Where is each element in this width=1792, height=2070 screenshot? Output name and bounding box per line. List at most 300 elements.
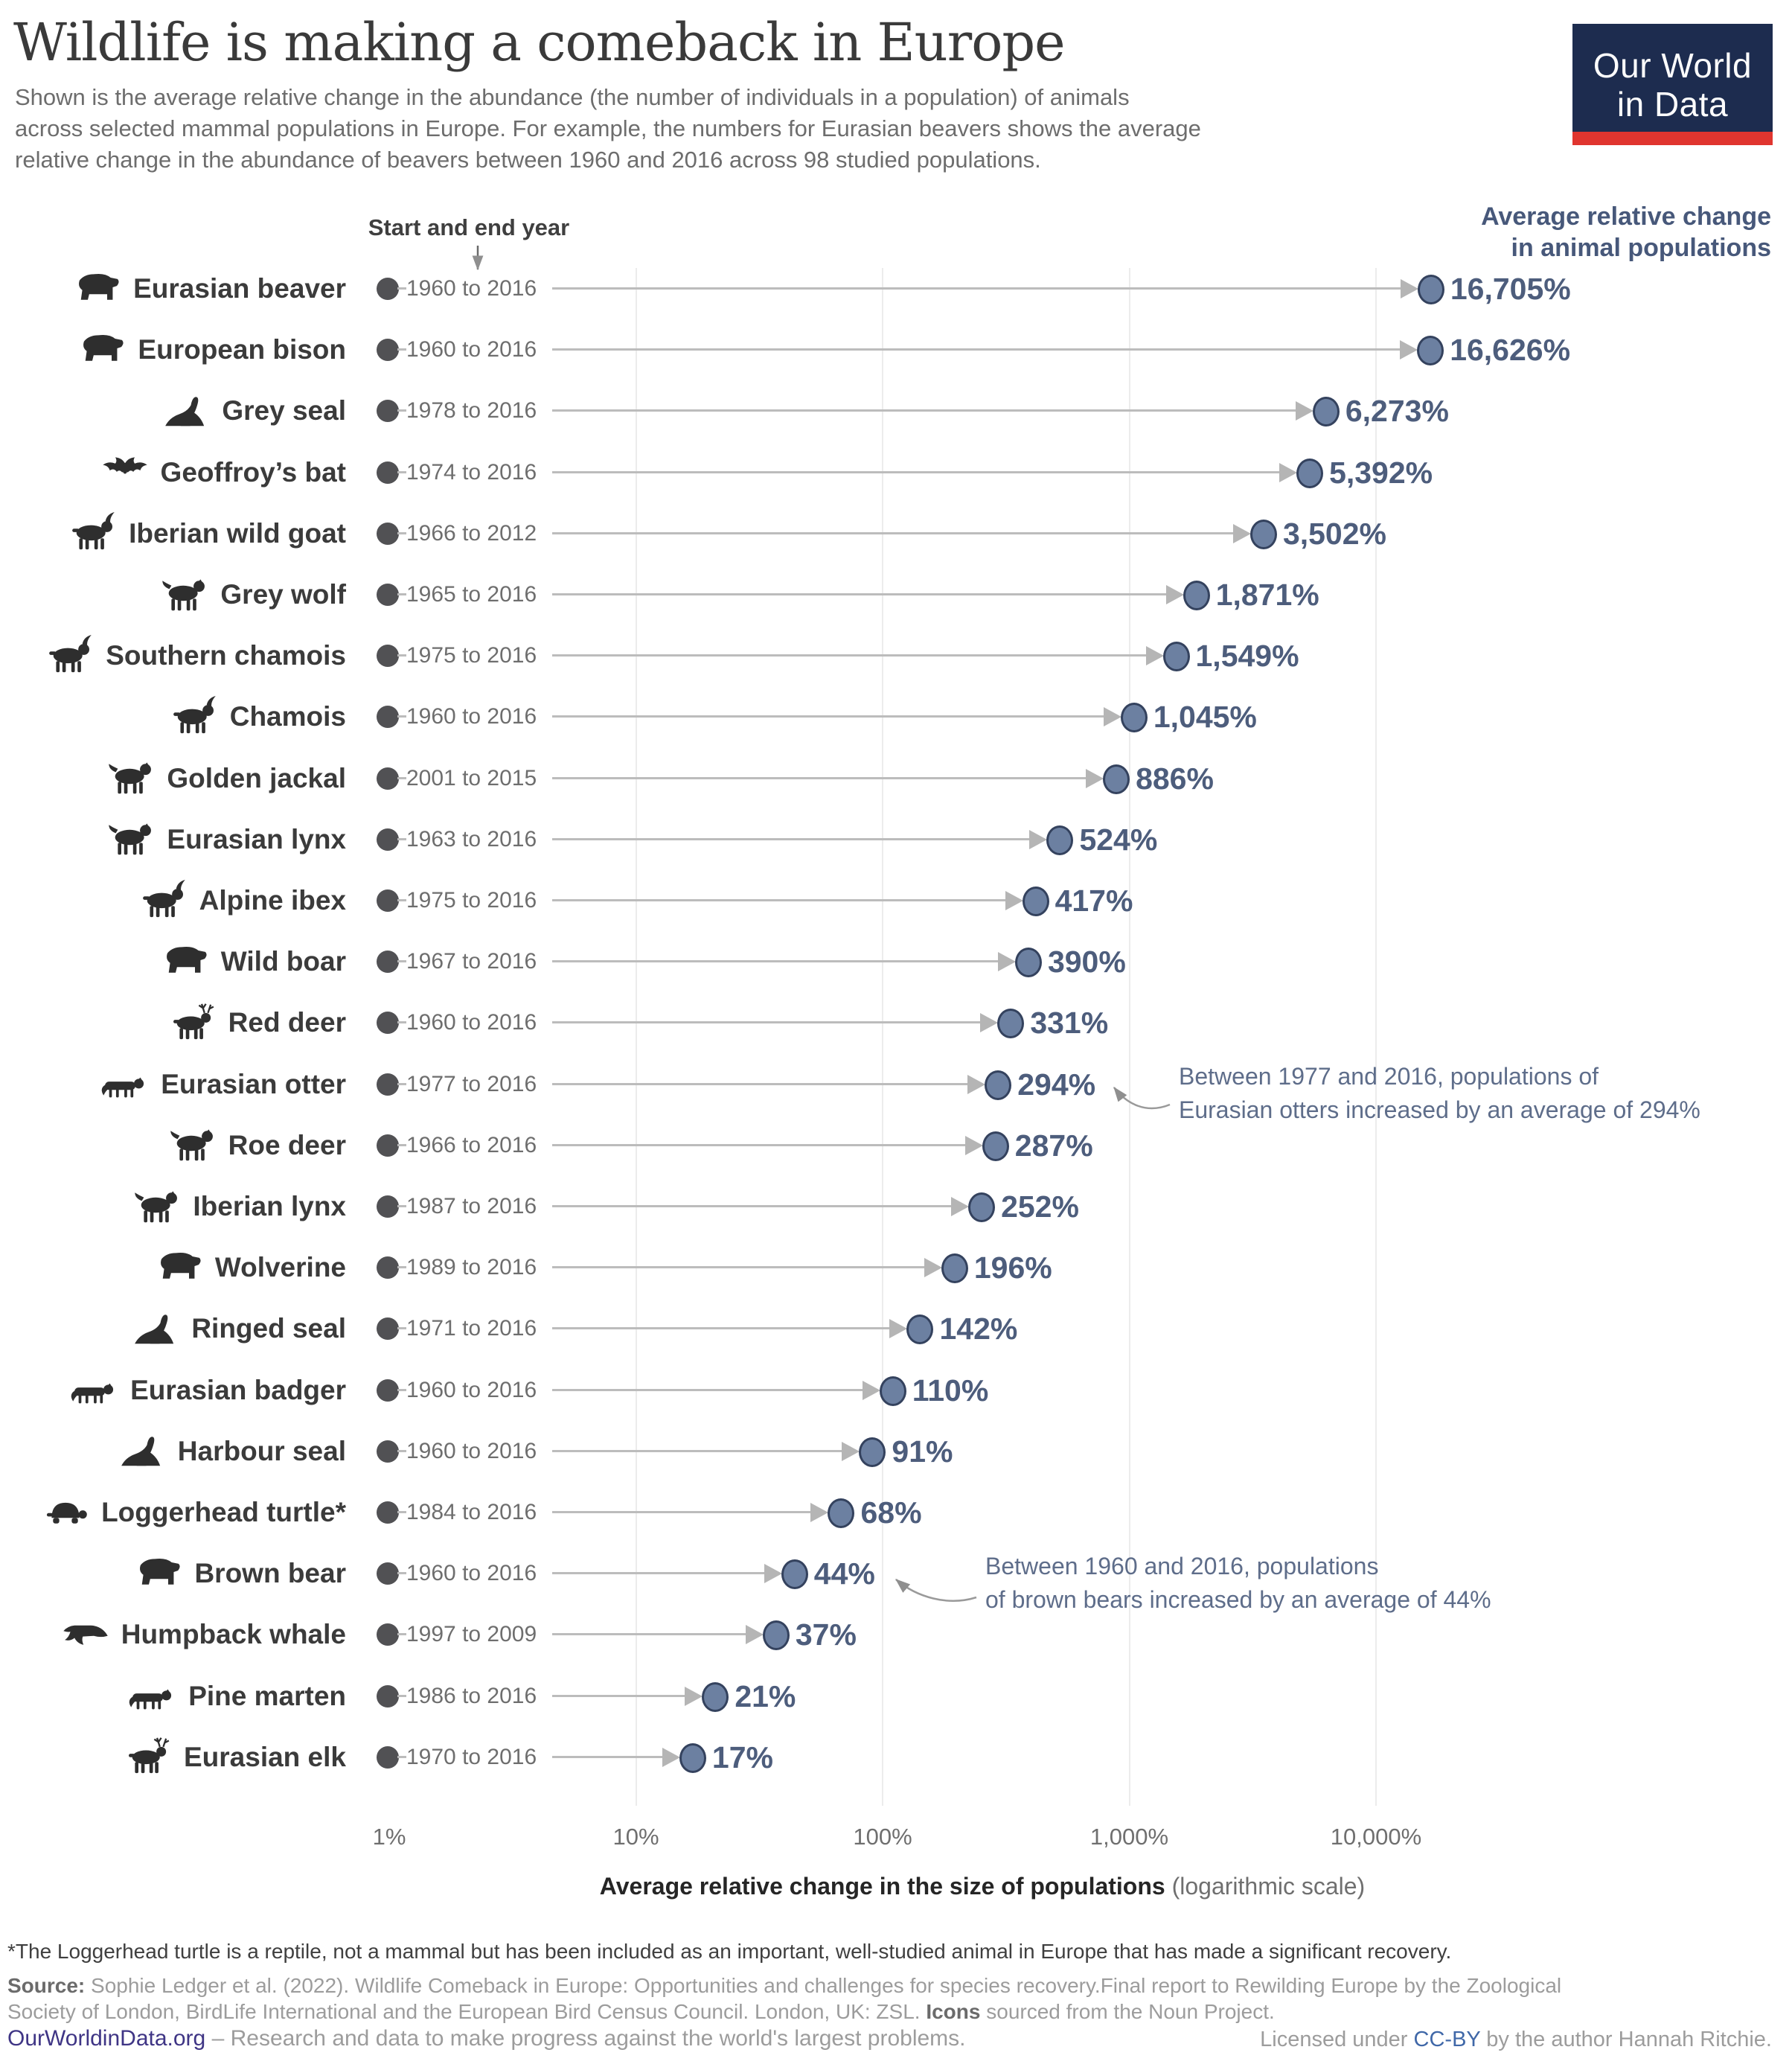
name-group-roe-deer xyxy=(169,1115,346,1176)
grey-seal-icon xyxy=(162,390,210,432)
start-dot xyxy=(377,1073,399,1096)
connector-line xyxy=(552,715,1104,718)
wild-boar-icon xyxy=(161,941,209,983)
name-group-golden-jackal xyxy=(107,748,346,809)
animal-name: Wild boar xyxy=(220,946,346,977)
annotation-bear xyxy=(985,1550,1491,1617)
page-title: Wildlife is making a comeback in Europe xyxy=(13,12,1065,73)
grey-wolf-icon xyxy=(161,574,208,616)
start-stub-line xyxy=(397,1266,406,1268)
owid-tagline: – Research and data to make progress against the world's largest problems. xyxy=(205,2026,966,2051)
source-body-1: Sophie Ledger et al. (2022). Wildlife Comeback in Europe: Opportunities and challenges for species recovery.Final report to Rewilding Europe by the Zoological xyxy=(85,1974,1562,1997)
animal-name: Alpine ibex xyxy=(199,885,346,916)
year-range: 1978 to 2016 xyxy=(406,398,537,424)
year-range: 1986 to 2016 xyxy=(406,1683,537,1708)
start-dot xyxy=(377,1379,399,1402)
owid-logo xyxy=(1572,24,1773,145)
connector-arrowhead xyxy=(863,1381,880,1400)
connector-arrowhead xyxy=(1166,585,1184,604)
start-dot xyxy=(377,1256,399,1279)
year-range: 1965 to 2016 xyxy=(406,582,537,607)
row-grey-seal xyxy=(0,380,1792,441)
start-stub-line xyxy=(397,838,406,840)
value-dot xyxy=(1296,459,1323,488)
row-grey-wolf xyxy=(0,564,1792,625)
eurasian-badger-icon xyxy=(71,1369,118,1411)
chamois-icon xyxy=(170,696,218,738)
value-label: 524% xyxy=(1079,822,1158,857)
value-label: 1,871% xyxy=(1215,578,1319,612)
connector-line xyxy=(552,1572,764,1574)
row-iberian-lynx xyxy=(0,1176,1792,1237)
start-dot xyxy=(377,1317,399,1340)
value-dot xyxy=(859,1437,886,1467)
row-pine-marten xyxy=(0,1666,1792,1727)
year-range: 1960 to 2016 xyxy=(406,337,537,362)
connector-arrowhead xyxy=(746,1625,764,1644)
start-stub-line xyxy=(397,532,406,534)
owid-logo-line-2: in Data xyxy=(1616,84,1729,124)
start-dot xyxy=(377,645,399,667)
value-label: 196% xyxy=(973,1250,1052,1285)
row-eurasian-beaver xyxy=(0,258,1792,319)
connector-arrowhead xyxy=(1029,830,1047,849)
humpback-whale-icon xyxy=(62,1614,109,1656)
connector-line xyxy=(552,532,1233,534)
name-group-southern-chamois xyxy=(46,625,346,686)
start-stub-line xyxy=(397,715,406,718)
row-eurasian-lynx xyxy=(0,809,1792,870)
name-group-red-deer xyxy=(169,992,346,1053)
connector-line xyxy=(552,838,1029,840)
connector-line xyxy=(552,899,1005,901)
value-label: 1,045% xyxy=(1153,700,1257,735)
animal-name: Golden jackal xyxy=(167,762,346,793)
value-dot xyxy=(1103,764,1130,794)
start-end-year-label: Start and end year xyxy=(368,214,570,240)
start-dot xyxy=(377,523,399,545)
value-dot xyxy=(997,1009,1024,1038)
connector-line xyxy=(552,348,1400,351)
connector-line xyxy=(552,287,1401,290)
annotation-bear-line-2: of brown bears increased by an average of 44% xyxy=(985,1586,1491,1613)
row-ringed-seal xyxy=(0,1298,1792,1359)
start-stub-line xyxy=(397,409,406,412)
animal-name: Geoffroy’s bat xyxy=(160,456,346,488)
year-range: 2001 to 2015 xyxy=(406,765,537,790)
animal-name: Humpback whale xyxy=(121,1619,346,1650)
value-label: 91% xyxy=(892,1434,953,1469)
start-dot xyxy=(377,889,399,912)
year-range: 1984 to 2016 xyxy=(406,1500,537,1524)
connector-arrowhead xyxy=(924,1258,942,1277)
connector-arrowhead xyxy=(1086,769,1104,788)
harbour-seal-icon xyxy=(118,1430,166,1472)
year-range: 1960 to 2016 xyxy=(406,1438,537,1463)
brown-bear-icon xyxy=(135,1553,182,1595)
value-dot xyxy=(985,1070,1011,1100)
connector-line xyxy=(552,1266,924,1268)
start-dot xyxy=(377,1562,399,1585)
row-red-deer xyxy=(0,992,1792,1053)
x-axis-title xyxy=(600,1873,1365,1900)
subtitle-line-1: Shown is the average relative change in the abundance (the number of individuals in a population) of animals xyxy=(15,84,1130,110)
name-group-european-bison xyxy=(78,319,346,380)
connector-line xyxy=(552,1083,967,1085)
value-label: 252% xyxy=(1001,1189,1079,1224)
value-dot xyxy=(906,1314,933,1344)
start-dot xyxy=(377,1746,399,1769)
start-dot xyxy=(377,767,399,790)
connector-arrowhead xyxy=(1146,646,1164,665)
connector-line xyxy=(552,471,1279,473)
connector-line xyxy=(552,1695,685,1697)
animal-name: Grey wolf xyxy=(220,579,346,610)
start-stub-line xyxy=(397,1695,406,1697)
connector-line xyxy=(552,409,1296,412)
animal-name: Pine marten xyxy=(188,1680,346,1711)
connector-line xyxy=(552,1021,980,1023)
start-dot xyxy=(377,1501,399,1524)
start-dot xyxy=(377,400,399,422)
value-dot xyxy=(763,1620,790,1650)
connector-arrowhead xyxy=(1296,401,1313,421)
year-range: 1960 to 2016 xyxy=(406,704,537,729)
start-stub-line xyxy=(397,1144,406,1146)
connector-arrowhead xyxy=(1400,340,1418,360)
connector-arrowhead xyxy=(1233,524,1251,543)
value-label: 331% xyxy=(1030,1006,1109,1041)
page-subtitle xyxy=(15,82,1201,176)
year-range: 1987 to 2016 xyxy=(406,1194,537,1218)
name-group-grey-wolf xyxy=(161,564,346,625)
connector-arrowhead xyxy=(685,1687,703,1706)
value-label: 390% xyxy=(1047,945,1126,980)
value-label: 1,549% xyxy=(1195,639,1299,674)
start-stub-line xyxy=(397,1572,406,1574)
row-humpback-whale xyxy=(0,1604,1792,1665)
eurasian-beaver-icon xyxy=(74,268,121,310)
value-label: 5,392% xyxy=(1329,455,1433,490)
avg-change-line-1: Average relative change xyxy=(1481,202,1771,231)
connector-arrowhead xyxy=(662,1748,680,1767)
start-stub-line xyxy=(397,1511,406,1513)
year-range: 1960 to 2016 xyxy=(406,1377,537,1402)
start-stub-line xyxy=(397,960,406,962)
row-eurasian-badger xyxy=(0,1360,1792,1421)
name-group-geoffroy-s-bat xyxy=(101,442,346,503)
animal-name: Eurasian elk xyxy=(183,1741,346,1772)
connector-line xyxy=(552,1389,863,1391)
name-group-grey-seal xyxy=(162,380,346,441)
animal-name: European bison xyxy=(138,334,346,365)
eurasian-elk-icon xyxy=(124,1736,172,1778)
value-dot xyxy=(679,1743,706,1773)
license-line xyxy=(1260,2028,1772,2052)
value-dot xyxy=(1250,520,1277,549)
icons-credit-label: Icons xyxy=(926,2000,981,2023)
name-group-eurasian-otter xyxy=(101,1054,346,1115)
connector-arrowhead xyxy=(998,952,1016,971)
year-range: 1960 to 2016 xyxy=(406,1010,537,1035)
connector-arrowhead xyxy=(967,1075,985,1094)
name-group-alpine-ibex xyxy=(140,870,346,931)
connector-arrowhead xyxy=(965,1136,983,1155)
pine-marten-icon xyxy=(129,1675,176,1717)
row-harbour-seal xyxy=(0,1421,1792,1482)
year-range: 1997 to 2009 xyxy=(406,1622,537,1647)
name-group-iberian-wild-goat xyxy=(69,503,346,564)
year-range: 1967 to 2016 xyxy=(406,949,537,974)
owid-logo-stripe xyxy=(1572,132,1773,145)
value-dot xyxy=(880,1376,906,1406)
x-tick-100: 100% xyxy=(853,1824,912,1850)
animal-name: Grey seal xyxy=(222,395,346,427)
start-stub-line xyxy=(397,1327,406,1329)
animal-name: Eurasian beaver xyxy=(133,273,346,304)
year-range: 1971 to 2016 xyxy=(406,1316,537,1341)
start-stub-line xyxy=(397,1389,406,1391)
ringed-seal-icon xyxy=(132,1308,179,1350)
source-line-1 xyxy=(7,1972,1561,1999)
start-stub-line xyxy=(397,1205,406,1207)
value-label: 110% xyxy=(912,1373,989,1408)
annotation-otter-line-2: Eurasian otters increased by an average of 294% xyxy=(1179,1096,1700,1123)
connector-line xyxy=(552,1205,951,1207)
connector-line xyxy=(552,654,1146,657)
value-dot xyxy=(702,1682,729,1712)
connector-line xyxy=(552,593,1166,595)
value-label: 3,502% xyxy=(1282,516,1386,551)
license-pre: Licensed under xyxy=(1260,2028,1414,2051)
start-dot xyxy=(377,828,399,851)
connector-line xyxy=(552,1633,746,1635)
annotation-bear-line-1: Between 1960 and 2016, populations xyxy=(985,1553,1379,1579)
subtitle-line-3: relative change in the abundance of beavers between 1960 and 2016 across 98 studied populations. xyxy=(15,147,1041,173)
start-dot xyxy=(377,339,399,361)
iberian-lynx-icon xyxy=(133,1186,181,1228)
value-label: 16,626% xyxy=(1450,333,1571,368)
connector-arrowhead xyxy=(889,1319,907,1338)
owid-logo-line-1: Our World xyxy=(1593,45,1753,85)
start-dot xyxy=(377,1623,399,1646)
start-dot xyxy=(377,278,399,300)
value-dot xyxy=(982,1131,1009,1161)
start-dot xyxy=(377,1195,399,1218)
name-group-humpback-whale xyxy=(62,1604,346,1665)
avg-change-label xyxy=(1481,201,1771,263)
name-group-loggerhead-turtle xyxy=(42,1482,346,1543)
value-dot xyxy=(1163,642,1190,671)
start-stub-line xyxy=(397,348,406,351)
connector-line xyxy=(552,1756,662,1758)
golden-jackal-icon xyxy=(107,757,155,799)
european-bison-icon xyxy=(78,329,126,371)
year-range: 1960 to 2016 xyxy=(406,276,537,301)
row-eurasian-elk xyxy=(0,1727,1792,1788)
start-stub-line xyxy=(397,899,406,901)
row-wild-boar xyxy=(0,931,1792,992)
value-label: 44% xyxy=(813,1556,875,1591)
connector-arrowhead xyxy=(980,1013,998,1032)
start-stub-line xyxy=(397,593,406,595)
start-stub-line xyxy=(397,1083,406,1085)
name-group-eurasian-elk xyxy=(124,1727,346,1788)
x-tick-10: 10% xyxy=(612,1824,659,1850)
start-stub-line xyxy=(397,654,406,657)
start-stub-line xyxy=(397,1633,406,1635)
x-axis-title-light: (logarithmic scale) xyxy=(1165,1873,1366,1900)
name-group-pine-marten xyxy=(129,1666,346,1727)
year-range: 1963 to 2016 xyxy=(406,826,537,852)
x-tick-1: 1% xyxy=(372,1824,406,1850)
value-dot xyxy=(1313,397,1340,427)
value-label: 886% xyxy=(1136,761,1214,796)
loggerhead-turtle-icon xyxy=(42,1492,89,1534)
connector-line xyxy=(552,1450,842,1452)
connector-line xyxy=(552,960,998,962)
geoffroy-s-bat-icon xyxy=(101,451,149,493)
start-dot xyxy=(377,1012,399,1034)
eurasian-lynx-icon xyxy=(107,818,155,860)
animal-name: Ringed seal xyxy=(191,1313,346,1344)
icons-credit-text: sourced from the Noun Project. xyxy=(980,2000,1275,2023)
value-dot xyxy=(1121,703,1148,732)
animal-name: Loggerhead turtle* xyxy=(101,1497,346,1527)
value-label: 21% xyxy=(735,1678,796,1713)
row-southern-chamois xyxy=(0,625,1792,686)
value-label: 294% xyxy=(1017,1067,1096,1102)
source-line-2 xyxy=(7,1999,1561,2025)
row-loggerhead-turtle xyxy=(0,1482,1792,1543)
name-group-chamois xyxy=(170,686,346,747)
year-range: 1989 to 2016 xyxy=(406,1255,537,1280)
name-group-eurasian-beaver xyxy=(74,258,346,319)
row-wolverine xyxy=(0,1237,1792,1298)
animal-name: Wolverine xyxy=(214,1252,346,1283)
year-range: 1970 to 2016 xyxy=(406,1744,537,1769)
name-group-iberian-lynx xyxy=(133,1176,346,1237)
start-dot xyxy=(377,706,399,728)
connector-arrowhead xyxy=(951,1197,969,1216)
name-group-ringed-seal xyxy=(132,1298,346,1359)
value-dot xyxy=(1417,336,1444,365)
source-label: Source: xyxy=(7,1974,86,1997)
connector-arrowhead xyxy=(1005,891,1023,910)
subtitle-line-2: across selected mammal populations in Europe. For example, the numbers for Eurasian beavers shows the average xyxy=(15,115,1201,141)
start-stub-line xyxy=(397,1756,406,1758)
eurasian-otter-icon xyxy=(101,1063,149,1105)
start-dot xyxy=(377,1440,399,1463)
value-dot xyxy=(1183,581,1210,610)
row-iberian-wild-goat xyxy=(0,503,1792,564)
row-brown-bear xyxy=(0,1543,1792,1604)
value-label: 16,705% xyxy=(1450,272,1571,306)
animal-name: Eurasian badger xyxy=(130,1374,346,1405)
year-range: 1975 to 2016 xyxy=(406,888,537,913)
start-dot xyxy=(377,1134,399,1157)
connector-arrowhead xyxy=(1279,463,1297,482)
row-chamois xyxy=(0,686,1792,747)
start-stub-line xyxy=(397,287,406,290)
connector-line xyxy=(552,1327,889,1329)
iberian-wild-goat-icon xyxy=(69,512,117,555)
animal-name: Iberian lynx xyxy=(193,1191,346,1221)
row-golden-jackal xyxy=(0,748,1792,809)
connector-arrowhead xyxy=(842,1442,860,1461)
value-dot xyxy=(781,1559,808,1589)
start-stub-line xyxy=(397,1450,406,1452)
footnote: *The Loggerhead turtle is a reptile, not a mammal but has been included as an important, well-studied animal in Europe that has made a significant recovery. xyxy=(7,1940,1452,1963)
value-dot xyxy=(941,1253,968,1283)
animal-name: Eurasian lynx xyxy=(167,823,346,854)
year-range: 1966 to 2012 xyxy=(406,520,537,546)
name-group-wild-boar xyxy=(161,931,346,992)
name-group-harbour-seal xyxy=(118,1421,346,1482)
source-text xyxy=(7,1972,1561,2025)
value-label: 17% xyxy=(711,1740,773,1774)
value-dot xyxy=(828,1498,854,1528)
animal-name: Southern chamois xyxy=(106,640,346,671)
animal-name: Brown bear xyxy=(194,1558,346,1589)
value-dot xyxy=(1023,887,1049,916)
red-deer-icon xyxy=(169,1002,217,1044)
value-dot xyxy=(1046,825,1073,855)
animal-name: Eurasian otter xyxy=(161,1068,346,1099)
value-label: 68% xyxy=(860,1495,922,1530)
annotation-otter-line-1: Between 1977 and 2016, populations of xyxy=(1179,1063,1599,1090)
annotation-otter xyxy=(1179,1060,1700,1127)
value-dot xyxy=(1015,948,1042,977)
start-dot xyxy=(377,951,399,973)
row-geoffroy-s-bat xyxy=(0,442,1792,503)
name-group-eurasian-lynx xyxy=(107,809,346,870)
source-body-2: Society of London, BirdLife International and the European Bird Census Council. London, UK: ZSL. xyxy=(7,2000,927,2023)
start-stub-line xyxy=(397,777,406,779)
connector-arrowhead xyxy=(1104,707,1121,726)
year-range: 1966 to 2016 xyxy=(406,1132,537,1157)
connector-arrowhead xyxy=(1401,279,1418,298)
row-alpine-ibex xyxy=(0,870,1792,931)
connector-arrowhead xyxy=(810,1503,828,1522)
value-label: 6,273% xyxy=(1345,394,1449,429)
row-european-bison xyxy=(0,319,1792,380)
animal-name: Roe deer xyxy=(228,1129,346,1160)
connector-line xyxy=(552,1144,965,1146)
owid-link[interactable]: OurWorldinData.org xyxy=(7,2026,206,2051)
license-post: by the author Hannah Ritchie. xyxy=(1480,2028,1772,2051)
animal-name: Red deer xyxy=(228,1007,346,1038)
year-range: 1974 to 2016 xyxy=(406,459,537,485)
ccby-link[interactable]: CC-BY xyxy=(1413,2028,1481,2051)
avg-change-line-2: in animal populations xyxy=(1511,234,1771,262)
year-range: 1975 to 2016 xyxy=(406,643,537,668)
southern-chamois-icon xyxy=(46,635,94,677)
value-label: 37% xyxy=(795,1617,857,1652)
start-stub-line xyxy=(397,471,406,473)
name-group-brown-bear xyxy=(135,1543,346,1604)
connector-arrowhead xyxy=(764,1564,782,1583)
owid-footer-line xyxy=(7,2026,966,2051)
value-dot xyxy=(968,1192,995,1222)
roe-deer-icon xyxy=(169,1124,217,1166)
x-tick-1-000: 1,000% xyxy=(1089,1824,1169,1850)
animal-name: Chamois xyxy=(229,701,346,732)
value-label: 142% xyxy=(939,1312,1018,1347)
start-stub-line xyxy=(397,1021,406,1023)
wolverine-icon xyxy=(156,1247,203,1289)
value-label: 287% xyxy=(1014,1128,1093,1163)
